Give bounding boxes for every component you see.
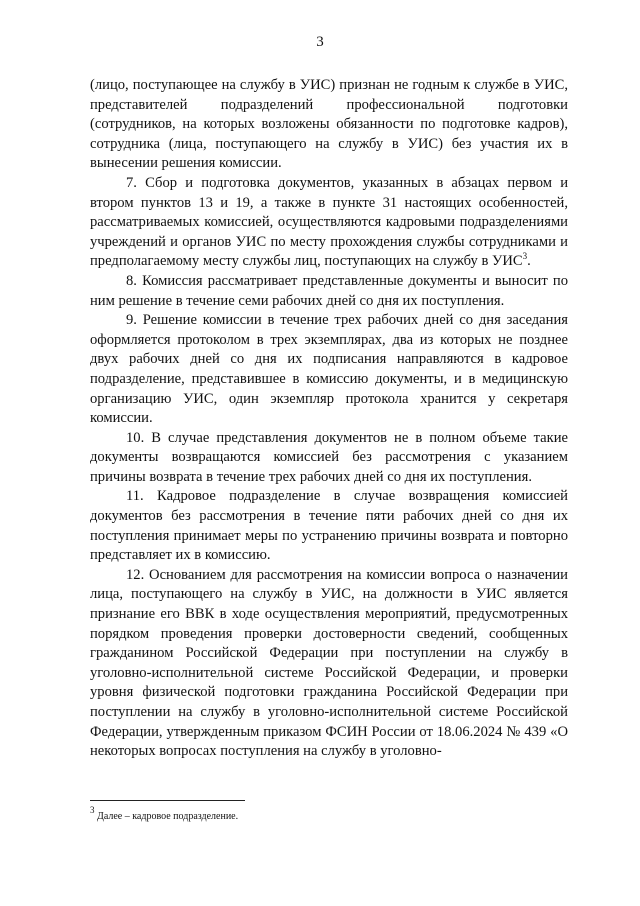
document-body — [90, 76, 568, 762]
page-number: 3 — [316, 34, 324, 50]
paragraph-7-text: 7. Сбор и подготовка документов, указанных в абзацах первом и втором пунктов 13 и 19, а также в пункте 31 настоящих особенностей, рассматриваемых комиссией, осуществляются кадровыми подразделениями учреждений и органов УИС по месту прохождения службы сотрудниками и предполагаемому месту службы лиц, поступающих на службу в УИС — [90, 174, 568, 270]
paragraph-7: 7. Сбор и подготовка документов, указанных в абзацах первом и втором пунктов 13 и 19, а также в пункте 31 настоящих особенностей, рассматриваемых комиссией, осуществляются кадровыми подразделениями учреждений и органов УИС по месту прохождения службы сотрудниками и предполагаемому месту службы лиц, поступающих на службу в УИС$^3$. — [90, 174, 568, 270]
paragraph-12: 12. Основанием для рассмотрения на комиссии вопроса о назначении лица, поступающего на службу в УИС, на должности в УИС является признание его ВВК в ходе осуществления мероприятий, предусмотренных порядком проведения проверки достоверности сведений, сообщенных гражданином Российской Федерации при поступлении на службу в уголовно-исполнительной системе Российской Федерации, и проверки уровня физической подготовки гражданина Российской Федерации при поступлении на службу в уголовно-исполнительной системе Российской Федерации, утвержденным приказом ФСИН России от 18.06.2024 № 439 «О некоторых вопросах поступления на службу в уголовно- — [90, 566, 568, 760]
footnote-text: Далее – кадровое подразделение. — [97, 811, 239, 822]
paragraph-8: 8. Комиссия рассматривает представленные документы и выносит по ним решение в течение семи рабочих дней со дня их поступления. — [90, 272, 568, 309]
footnote-divider — [90, 800, 245, 801]
footnote-reference: 3 — [522, 251, 528, 262]
footnote-marker: 3 — [90, 805, 95, 815]
paragraph-9: 9. Решение комиссии в течение трех рабочих дней со дня заседания оформляется протоколом в трех экземплярах, два из которых не позднее двух рабочих дней со дня их подписания направляются в кадровое подразделение, представившее в комиссию документы, и в медицинскую организацию УИС, один экземпляр протокола хранится у секретаря комиссии. — [90, 312, 568, 427]
paragraph-continuation: (лицо, поступающее на службу в УИС) признан не годным к службе в УИС, представителей подразделений профессиональной подготовки (сотрудников, на которых возложены обязанности по подготовке кадров), сотрудника (лица, поступающего на службу в УИС) без участия их в вынесении решения комиссии. — [90, 77, 568, 172]
paragraph-10: 10. В случае представления документов не в полном объеме такие документы возвращаются комиссией без рассмотрения с указанием причины возврата в течение трех рабочих дней со дня их поступления. — [90, 429, 568, 485]
paragraph-11: 11. Кадровое подразделение в случае возвращения комиссией документов без рассмотрения в течение пяти рабочих дней со дня их поступления принимает меры по устранению причины возврата и повторно представляет их в комиссию. — [90, 488, 568, 564]
footnote — [90, 805, 568, 823]
